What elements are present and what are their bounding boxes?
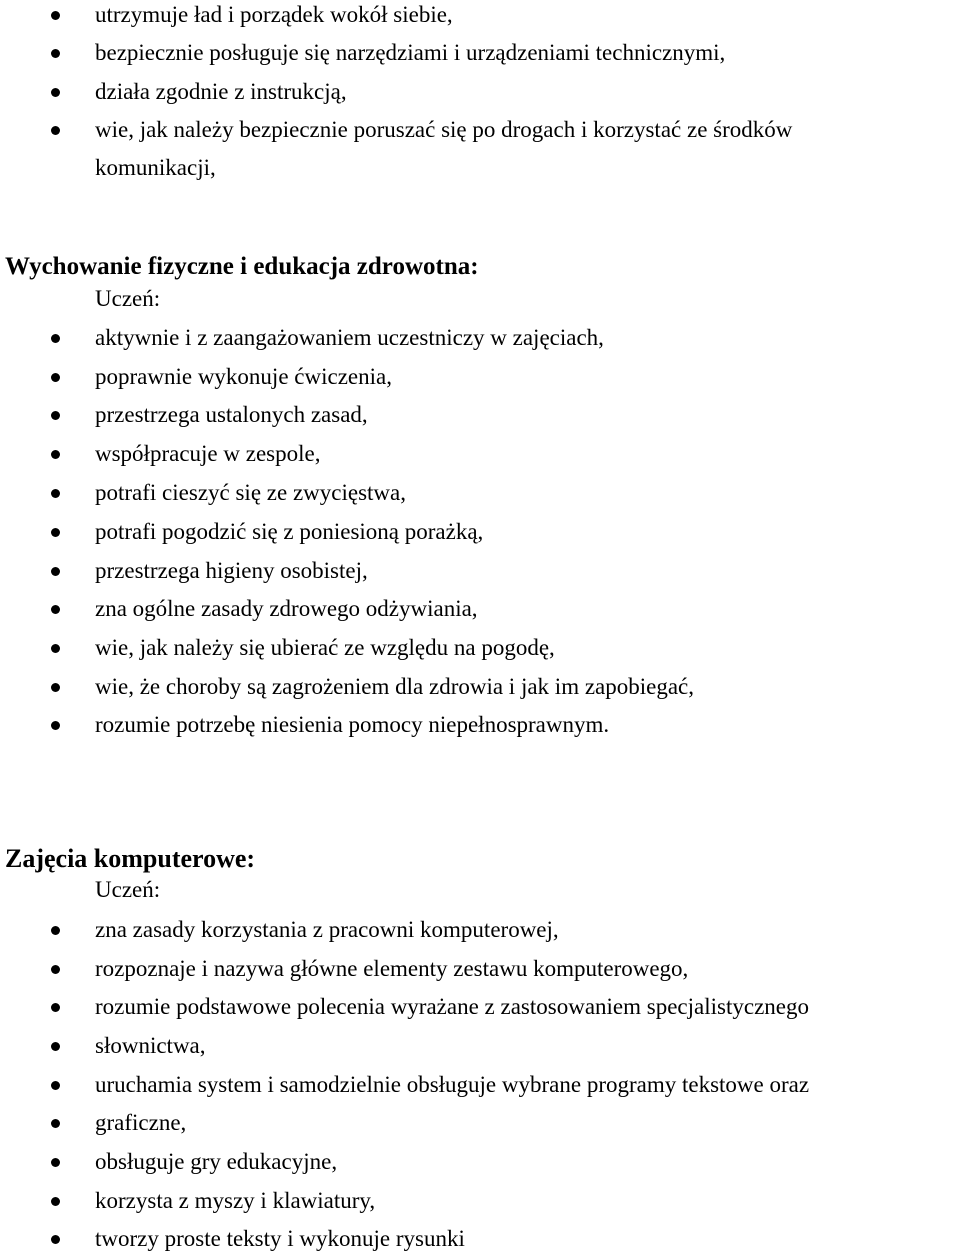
list-item: utrzymuje ład i porządek wokół siebie,: [95, 2, 453, 27]
bullet-icon: [51, 373, 60, 382]
bullet-icon: [51, 334, 60, 343]
list-item: poprawnie wykonuje ćwiczenia,: [95, 364, 392, 389]
section-heading-it: Zajęcia komputerowe:: [5, 844, 256, 873]
bullet-icon: [51, 1081, 60, 1090]
section-subheading-it: Uczeń:: [95, 877, 161, 902]
bullet-icon: [51, 411, 60, 420]
list-item: potrafi pogodzić się z poniesioną porażką,: [95, 519, 484, 544]
list-item: korzysta z myszy i klawiatury,: [95, 1188, 376, 1213]
list-item: rozumie podstawowe polecenia wyrażane z zastosowaniem specjalistycznego: [95, 994, 809, 1019]
bullet-icon: [51, 605, 60, 614]
section-subheading-pe: Uczeń:: [95, 286, 161, 311]
bullet-icon: [51, 567, 60, 576]
bullet-icon: [51, 11, 60, 20]
list-item: rozumie potrzebę niesienia pomocy niepełnosprawnym.: [95, 712, 610, 737]
bullet-icon: [51, 1119, 60, 1128]
list-item: zna ogólne zasady zdrowego odżywiania,: [95, 596, 478, 621]
list-item: obsługuje gry edukacyjne,: [95, 1149, 338, 1174]
list-item: tworzy proste teksty i wykonuje rysunki: [95, 1226, 465, 1251]
bullet-icon: [51, 88, 60, 97]
bullet-icon: [51, 1042, 60, 1051]
list-item: słownictwa,: [95, 1033, 206, 1058]
bullet-icon: [51, 489, 60, 498]
bullet-icon: [51, 721, 60, 730]
list-item: przestrzega higieny osobistej,: [95, 558, 368, 583]
list-item: wie, jak należy bezpiecznie poruszać się po drogach i korzystać ze środków: [95, 117, 793, 142]
list-item: wie, jak należy się ubierać ze względu na pogodę,: [95, 635, 555, 660]
list-item: aktywnie i z zaangażowaniem uczestniczy w zajęciach,: [95, 325, 604, 350]
list-item: rozpoznaje i nazywa główne elementy zestawu komputerowego,: [95, 956, 689, 981]
bullet-icon: [51, 965, 60, 974]
bullet-icon: [51, 1197, 60, 1206]
bullet-icon: [51, 1003, 60, 1012]
bullet-icon: [51, 126, 60, 135]
bullet-icon: [51, 49, 60, 58]
list-item-continuation: komunikacji,: [95, 155, 216, 180]
list-item: przestrzega ustalonych zasad,: [95, 402, 368, 427]
bullet-icon: [51, 528, 60, 537]
bullet-icon: [51, 1158, 60, 1167]
list-item: potrafi cieszyć się ze zwycięstwa,: [95, 480, 406, 505]
bullet-icon: [51, 683, 60, 692]
list-item: wie, że choroby są zagrożeniem dla zdrowia i jak im zapobiegać,: [95, 674, 695, 699]
list-item: bezpiecznie posługuje się narzędziami i urządzeniami technicznymi,: [95, 40, 726, 65]
bullet-icon: [51, 450, 60, 459]
bullet-icon: [51, 1235, 60, 1244]
list-item: uruchamia system i samodzielnie obsługuje wybrane programy tekstowe oraz: [95, 1072, 810, 1097]
list-item: współpracuje w zespole,: [95, 441, 321, 466]
bullet-icon: [51, 644, 60, 653]
section-heading-pe: Wychowanie fizyczne i edukacja zdrowotna:: [5, 253, 479, 280]
bullet-icon: [51, 926, 60, 935]
list-item: zna zasady korzystania z pracowni komputerowej,: [95, 917, 559, 942]
list-item: działa zgodnie z instrukcją,: [95, 79, 347, 104]
list-item: graficzne,: [95, 1110, 187, 1135]
